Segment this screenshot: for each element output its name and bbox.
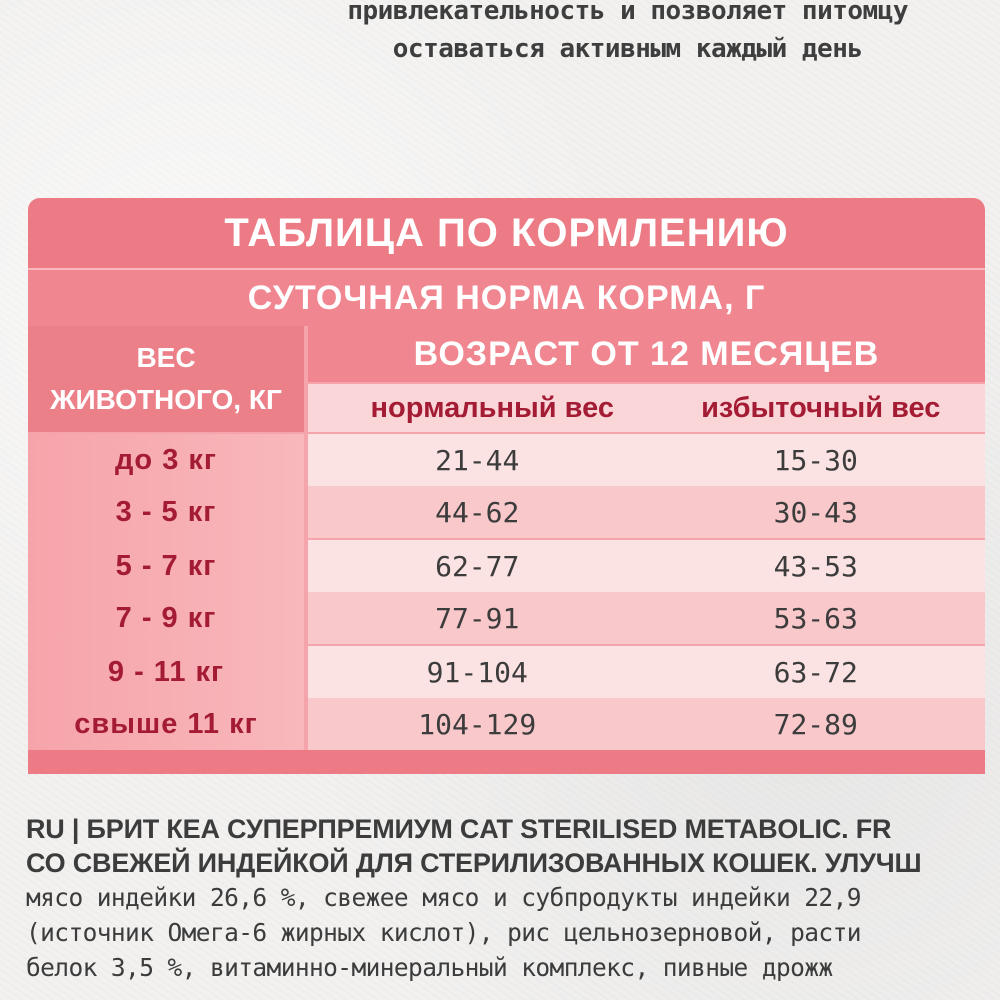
weight-header-line-2: ЖИВОТНОГО, КГ — [50, 384, 282, 415]
product-name-line: RU | БРИТ КЕА СУПЕРПРЕМИУМ CAT STERILISED METABOLIC. FR — [26, 814, 892, 844]
weight-cell: 9 - 11 кг — [107, 655, 225, 688]
overweight-header: избыточный вес — [701, 391, 941, 424]
weight-cell: до 3 кг — [115, 443, 217, 476]
weight-header-line-1: ВЕС — [136, 342, 196, 373]
normal-cell: 104-129 — [418, 707, 537, 741]
weight-cell: 3 - 5 кг — [115, 495, 217, 528]
normal-weight-header: нормальный вес — [370, 391, 614, 424]
table-subtitle: СУТОЧНАЯ НОРМА КОРМА, Г — [28, 268, 985, 326]
ingredients-line: мясо индейки 26,6 %, свежее мясо и субпродукты индейки 22,9 — [26, 883, 861, 912]
intro-text — [347, 0, 908, 68]
weight-column-header — [28, 326, 304, 432]
value-cells — [308, 486, 985, 538]
overweight-cell: 53-63 — [773, 601, 858, 635]
column-headers — [308, 384, 985, 432]
table-row — [28, 592, 985, 644]
ingredients-line: (источник Омега-6 жирных кислот), рис цельнозерновой, расти — [26, 918, 861, 947]
table-title: ТАБЛИЦА ПО КОРМЛЕНИЮ — [28, 198, 985, 268]
intro-line-1: привлекательность и позволяет питомцу — [347, 0, 908, 26]
weight-cell: 7 - 9 кг — [115, 601, 217, 634]
normal-cell: 21-44 — [435, 443, 520, 477]
overweight-cell: 30-43 — [773, 495, 858, 529]
value-cells — [308, 592, 985, 644]
table-row — [28, 698, 985, 750]
intro-line-2: оставаться активным каждый день — [392, 34, 863, 64]
ingredients-block — [26, 812, 1000, 985]
normal-cell: 77-91 — [435, 601, 520, 635]
table-row — [28, 540, 985, 592]
value-cells — [308, 698, 985, 750]
value-cells — [308, 434, 985, 486]
age-header: ВОЗРАСТ ОТ 12 МЕСЯЦЕВ — [308, 326, 985, 382]
table-rows — [28, 434, 985, 750]
weight-cell: 5 - 7 кг — [115, 549, 217, 582]
product-description-line: СО СВЕЖЕЙ ИНДЕЙКОЙ ДЛЯ СТЕРИЛИЗОВАННЫХ КОШЕК. УЛУЧШ — [26, 848, 922, 878]
feeding-table — [28, 198, 985, 774]
overweight-cell: 63-72 — [773, 655, 858, 689]
table-row — [28, 646, 985, 698]
normal-cell: 44-62 — [435, 495, 520, 529]
table-row — [28, 434, 985, 486]
overweight-cell: 15-30 — [773, 443, 858, 477]
overweight-cell: 43-53 — [773, 549, 858, 583]
ingredients-line: белок 3,5 %, витаминно-минеральный комплекс, пивные дрожж — [26, 953, 833, 982]
overweight-cell: 72-89 — [773, 707, 858, 741]
table-row — [28, 486, 985, 538]
weight-cell: свыше 11 кг — [74, 707, 258, 740]
value-cells — [308, 540, 985, 592]
normal-cell: 62-77 — [435, 549, 520, 583]
table-bottom-band — [28, 750, 985, 774]
value-cells — [308, 646, 985, 698]
normal-cell: 91-104 — [426, 655, 528, 689]
